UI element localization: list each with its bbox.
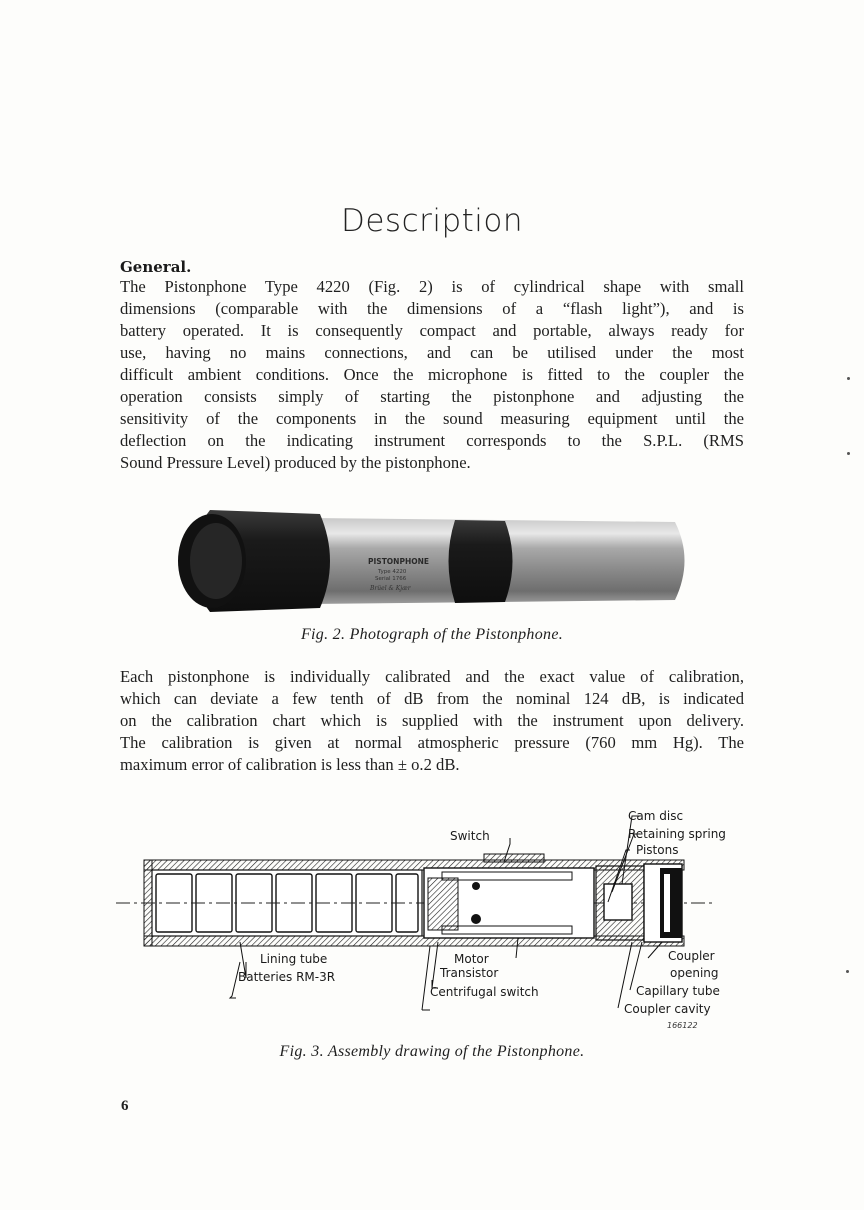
paragraph-line: dimensions (comparable with the dimensions of a “flash light”), and is bbox=[120, 299, 744, 318]
scan-speck bbox=[847, 452, 850, 455]
paragraph-calibration bbox=[120, 666, 744, 776]
paragraph-general bbox=[120, 276, 744, 474]
paragraph-line: The Pistonphone Type 4220 (Fig. 2) is of cylindrical shape with small bbox=[120, 277, 744, 296]
label-lining-tube: Lining tube bbox=[260, 952, 328, 966]
paragraph-line: difficult ambient conditions. Once the microphone is fitted to the coupler the bbox=[120, 365, 744, 384]
paragraph-line: on the calibration chart which is supplied with the instrument upon delivery. bbox=[120, 711, 744, 730]
page-number: 6 bbox=[121, 1098, 129, 1114]
paragraph-line: which can deviate a few tenth of dB from the nominal 124 dB, is indicated bbox=[120, 689, 744, 708]
paragraph-line: battery operated. It is consequently compact and portable, always ready for bbox=[120, 321, 744, 340]
label-retaining-spring: Retaining spring bbox=[628, 827, 726, 841]
paragraph-line: operation consists simply of starting the pistonphone and adjusting the bbox=[120, 387, 744, 406]
label-transistor: Transistor bbox=[440, 966, 499, 980]
label-switch: Switch bbox=[450, 829, 490, 843]
paragraph-line: maximum error of calibration is less than ± o.2 dB. bbox=[120, 755, 460, 774]
paragraph-line: Sound Pressure Level) produced by the pistonphone. bbox=[120, 453, 471, 472]
label-coupler-cavity: Coupler cavity bbox=[624, 1002, 711, 1016]
figure-3-caption: Fig. 3. Assembly drawing of the Pistonphone. bbox=[279, 1043, 585, 1060]
paragraph-line: sensitivity of the components in the sound measuring equipment until the bbox=[120, 409, 744, 428]
photo-label-maker: Brüel & Kjær bbox=[370, 585, 411, 592]
section-heading: General. bbox=[120, 258, 192, 276]
label-coupler-opening: Coupler bbox=[668, 949, 715, 963]
paragraph-line: deflection on the indicating instrument corresponds to the S.P.L. (RMS bbox=[120, 431, 744, 450]
label-coupler-opening-2: opening bbox=[670, 966, 719, 980]
label-capillary-tube: Capillary tube bbox=[636, 984, 720, 998]
paragraph-line: use, having no mains connections, and can be utilised under the most bbox=[120, 343, 744, 362]
scan-speck bbox=[847, 377, 850, 380]
photo-label-name: PISTONPHONE bbox=[368, 557, 430, 566]
photo-label-serial: Serial 1766 bbox=[375, 576, 407, 582]
page-title: Description bbox=[340, 203, 524, 239]
label-batteries: Batteries RM-3R bbox=[238, 970, 336, 984]
assembly-drawing bbox=[112, 802, 732, 1038]
paragraph-line: Each pistonphone is individually calibrated and the exact value of calibration, bbox=[120, 667, 744, 686]
drawing-number: 166122 bbox=[667, 1021, 698, 1030]
label-pistons: Pistons bbox=[636, 843, 679, 857]
label-motor: Motor bbox=[454, 952, 489, 966]
photo-label-type: Type 4220 bbox=[378, 569, 407, 575]
label-cam-disc: Cam disc bbox=[628, 809, 684, 823]
scan-speck bbox=[846, 970, 849, 973]
pistonphone-photo bbox=[170, 508, 700, 614]
paragraph-line: The calibration is given at normal atmospheric pressure (760 mm Hg). The bbox=[120, 733, 744, 752]
figure-2-caption: Fig. 2. Photograph of the Pistonphone. bbox=[300, 626, 564, 643]
label-centrifugal-switch: Centrifugal switch bbox=[430, 985, 539, 999]
